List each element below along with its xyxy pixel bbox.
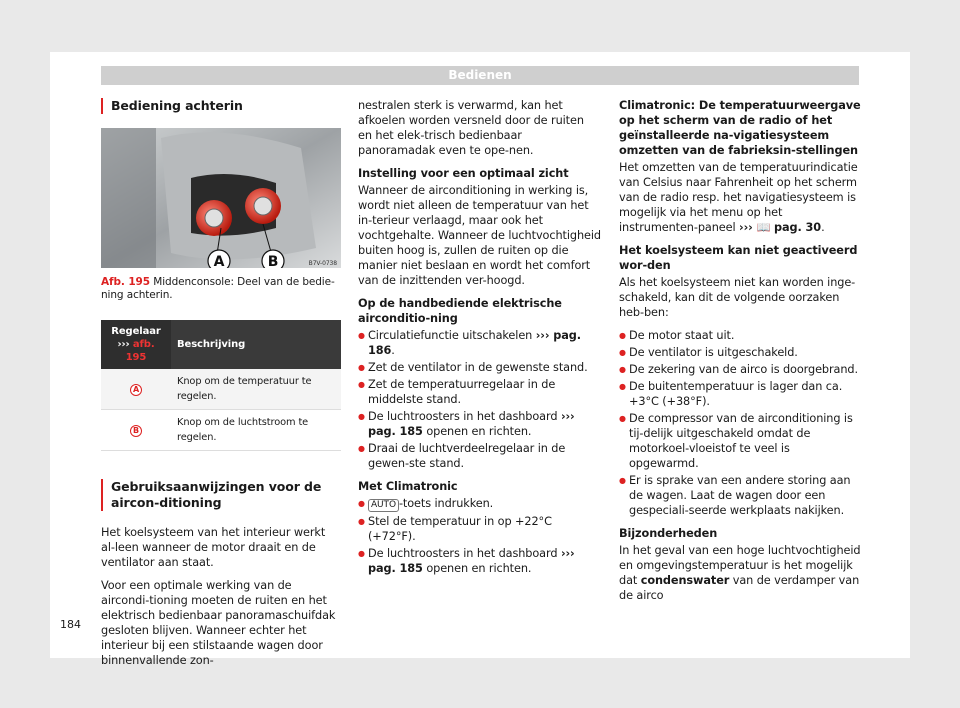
- row-desc-a: Knop om de temperatuur te regelen.: [171, 369, 341, 410]
- section-title-2: Gebruiksaanwijzingen voor de aircon-ditioning: [101, 479, 341, 511]
- item-end: openen en richten.: [426, 425, 532, 438]
- head-ref: afb. 195: [125, 339, 155, 363]
- subheading: Bijzonderheden: [619, 527, 718, 540]
- figure-caption: [101, 276, 341, 302]
- link-arrows: ›››: [739, 221, 757, 234]
- caption-ref: Afb. 195: [101, 276, 150, 288]
- list-item: ● Stel de temperatuur in op +22°C (+72°F).: [358, 514, 601, 544]
- list-item: ● De motor staat uit.: [619, 328, 861, 343]
- row-key-a: A: [130, 384, 142, 396]
- column-2: [358, 98, 601, 578]
- page-link[interactable]: ››› pag. 185: [368, 410, 575, 438]
- table-head-col1: [101, 320, 171, 369]
- page-link[interactable]: pag. 30: [774, 221, 822, 234]
- header-bar: Bedienen: [101, 66, 859, 85]
- row-key-b: B: [130, 425, 142, 437]
- column-3: [619, 98, 861, 611]
- column-1: [101, 98, 341, 676]
- subheading: Instelling voor een optimaal zicht: [358, 167, 569, 180]
- controls-table: [101, 320, 341, 451]
- table-row: [101, 369, 341, 410]
- item-text: De luchtroosters in het dashboard: [368, 547, 558, 560]
- list-item: [358, 496, 601, 512]
- paragraph: Voor een optimale werking van de aircondi-tioning moeten de ruiten en het elektrisch bedienbaar panoramaschuifdak gesloten blijven. Wanneer echter het interieur bij een stilstaande wagen door binnenvallende zon-: [101, 579, 336, 667]
- list-item: [358, 409, 601, 439]
- section-title: Bediening achterin: [101, 98, 341, 114]
- list-item: [358, 546, 601, 576]
- item-end: .: [391, 344, 395, 357]
- list-item: ● Zet de ventilator in de gewenste stand.: [358, 360, 601, 375]
- page-link[interactable]: ››› pag. 185: [368, 547, 575, 575]
- subheading: Met Climatronic: [358, 480, 458, 493]
- caption-text: Middenconsole: Deel van de bedie-ning achterin.: [101, 276, 335, 301]
- item-text: -toets indrukken.: [398, 497, 494, 510]
- head-regelaar: Regelaar: [111, 326, 161, 337]
- item-end: openen en richten.: [426, 562, 532, 575]
- para-text: In het geval van een hoge luchtvochtigheid en omgevingstemperatuur is het mogelijk dat: [619, 544, 861, 587]
- callout-a: A: [213, 254, 225, 268]
- console-illustration: [101, 128, 341, 268]
- head-arrows: ›››: [117, 339, 130, 350]
- page-link[interactable]: ››› pag. 186: [368, 329, 581, 357]
- para-bold: condenswater: [640, 574, 730, 587]
- list-item: ● Draai de luchtverdeelregelaar in de gewen-ste stand.: [358, 441, 601, 471]
- callout-b: B: [267, 254, 279, 268]
- figure-console-photo: [101, 128, 341, 268]
- para-end: .: [821, 221, 825, 234]
- page-number: 184: [60, 618, 81, 631]
- list-item: ● Er is sprake van een andere storing aan de wagen. Laat de wagen door een gespeciali-seerde werkplaats nakijken.: [619, 473, 861, 518]
- table-head-col2: Beschrijving: [171, 320, 341, 369]
- list-item: ● Zet de temperatuurregelaar in de middelste stand.: [358, 377, 601, 407]
- paragraph: [619, 160, 861, 235]
- item-text: Circulatiefunctie uitschakelen: [368, 329, 533, 342]
- para-text: van de verdamper van de airco: [619, 574, 860, 602]
- book-icon: 📖: [756, 221, 771, 234]
- para-text: Het omzetten van de temperatuurindicatie van Celsius naar Fahrenheit op het scherm van de radio resp. het navigatiesysteem is mogelijk via het menu op het instrumenten-paneel: [619, 161, 858, 234]
- paragraph: Het koelsysteem van het interieur werkt al-leen wanneer de motor draait en de ventilator aan staat.: [101, 526, 326, 569]
- list-item: ● De ventilator is uitgeschakeld.: [619, 345, 861, 360]
- table-row: [101, 410, 341, 451]
- paragraph: [619, 543, 861, 603]
- subheading: Op de handbediende elektrische airconditio-ning: [358, 297, 562, 325]
- item-text: De luchtroosters in het dashboard: [368, 410, 558, 423]
- row-desc-b: Knop om de luchtstroom te regelen.: [171, 410, 341, 451]
- list-item: [358, 328, 601, 358]
- list-item: ● De buitentemperatuur is lager dan ca. +3°C (+38°F).: [619, 379, 861, 409]
- paragraph: Wanneer de airconditioning in werking is, wordt niet alleen de temperatuur van het in-terieur verlaagd, maar ook het vochtgehalte. Wanneer de luchtvochtigheid buiten hoog is, zullen de ruiten op die manier niet beslaan en wordt het comfort van de inzittenden ver-hoogd.: [358, 184, 601, 287]
- subheading: Het koelsysteem kan niet geactiveerd wor-den: [619, 244, 858, 272]
- subheading: Climatronic: De temperatuurweergave op het scherm van de radio of het geïnstalleerde na-vigatiesysteem omzetten van de fabrieksin-stellingen: [619, 99, 861, 157]
- paragraph: Als het koelsysteem niet kan worden inge-schakeld, kan dit de volgende oorzaken heb-ben:: [619, 276, 856, 319]
- auto-key-icon: AUTO: [368, 499, 399, 512]
- paragraph: nestralen sterk is verwarmd, kan het afkoelen worden versneld door de ruiten en het elek-trisch bedienbaar panoramadak even te ope-nen.: [358, 99, 584, 157]
- figure-code: B7V-0738: [308, 260, 337, 267]
- list-item: ● De compressor van de airconditioning is tij-delijk uitgeschakeld omdat de motorkoel-vloeistof te veel is opgewarmd.: [619, 411, 861, 471]
- list-item: ● De zekering van de airco is doorgebrand.: [619, 362, 861, 377]
